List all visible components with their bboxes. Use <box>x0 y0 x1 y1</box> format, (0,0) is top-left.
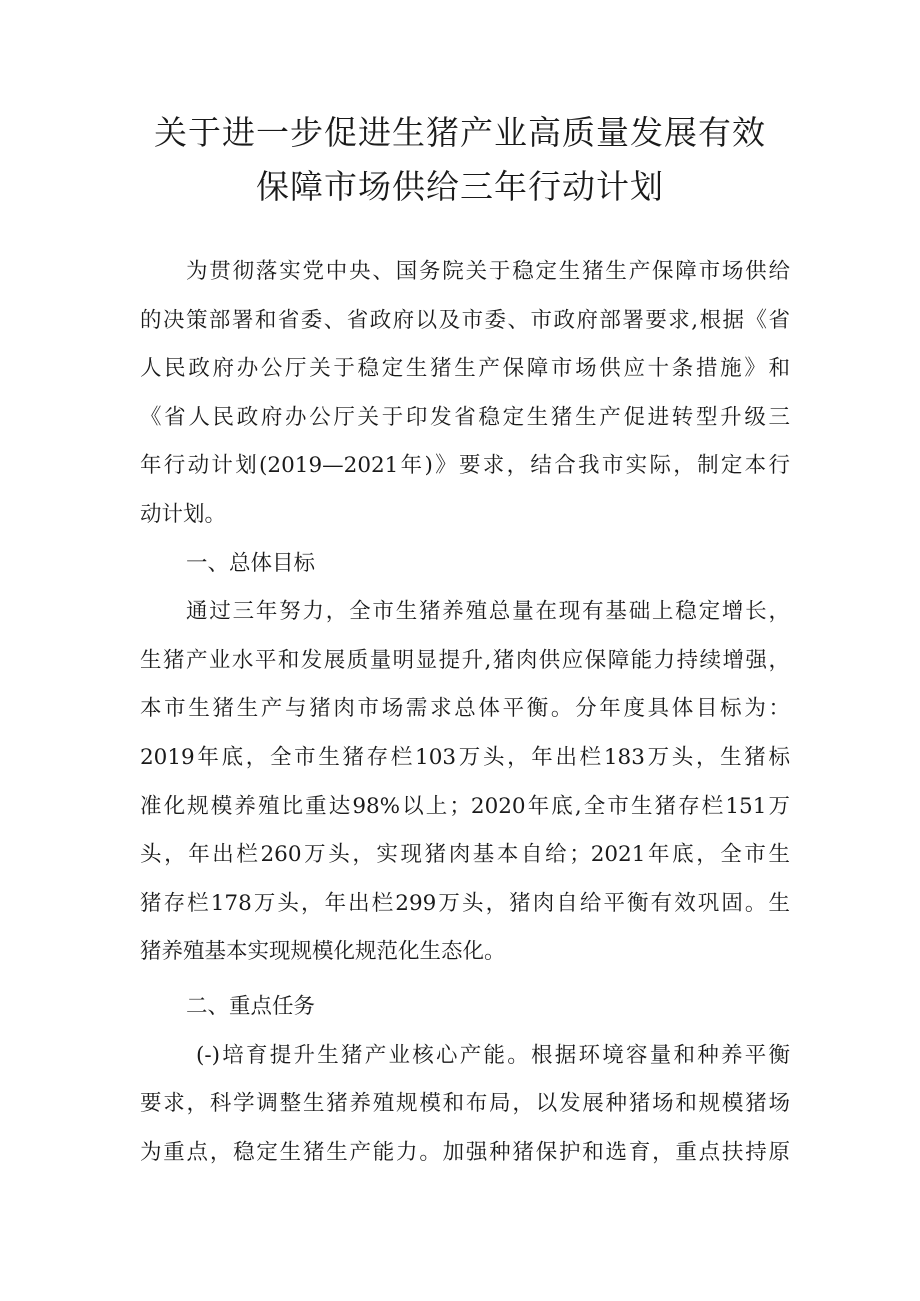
text-line: 准化规模养殖比重达98%以上；2020年底,全市生猪存栏151万 <box>140 793 790 819</box>
text-line: 的决策部署和省委、省政府以及市委、市政府部署要求,根据《省 <box>140 307 790 333</box>
section-1-paragraph <box>140 588 790 977</box>
text-line: (-)培育提升生猪产业核心产能。根据环境容量和种养平衡 <box>196 1042 790 1068</box>
text-line: 头，年出栏260万头，实现猪肉基本自给；2021年底，全市生 <box>140 842 790 868</box>
text-line: 动计划。 <box>140 501 227 527</box>
text-line: 本市生猪生产与猪肉市场需求总体平衡。分年度具体目标为： <box>140 696 790 722</box>
title-line-2: 保障市场供给三年行动计划 <box>256 167 664 206</box>
section-2-paragraph <box>140 1032 790 1178</box>
text-line: 通过三年努力，全市生猪养殖总量在现有基础上稳定增长， <box>186 599 790 625</box>
text-line: 猪存栏178万头，年出栏299万头，猪肉自给平衡有效巩固。生 <box>140 890 790 916</box>
text-line: 猪养殖基本实现规模化规范化生态化。 <box>140 939 506 965</box>
text-line: 要求，科学调整生猪养殖规模和布局，以发展种猪场和规模猪场 <box>140 1091 790 1117</box>
text-line: 《省人民政府办公厅关于印发省稳定生猪生产促进转型升级三 <box>140 404 790 430</box>
text-line: 2019年底，全市生猪存栏103万头，年出栏183万头，生猪标 <box>140 744 790 770</box>
text-line: 年行动计划(2019—2021年)》要求，结合我市实际，制定本行 <box>140 453 790 479</box>
text-line: 为重点，稳定生猪生产能力。加强种猪保护和选育，重点扶持原 <box>140 1139 790 1165</box>
text-line: 生猪产业水平和发展质量明显提升,猪肉供应保障能力持续增强， <box>140 647 790 673</box>
section-heading-2: 二、重点任务 <box>186 993 316 1019</box>
text-line: 人民政府办公厅关于稳定生猪生产保障市场供应十条措施》和 <box>140 356 790 382</box>
document-title <box>120 106 800 214</box>
intro-paragraph <box>140 248 790 540</box>
document-body <box>140 248 790 1177</box>
text-line: 为贯彻落实党中央、国务院关于稳定生猪生产保障市场供给 <box>186 259 790 284</box>
title-line-1: 关于进一步促进生猪产业高质量发展有效 <box>154 113 766 152</box>
section-heading-1: 一、总体目标 <box>186 550 316 576</box>
